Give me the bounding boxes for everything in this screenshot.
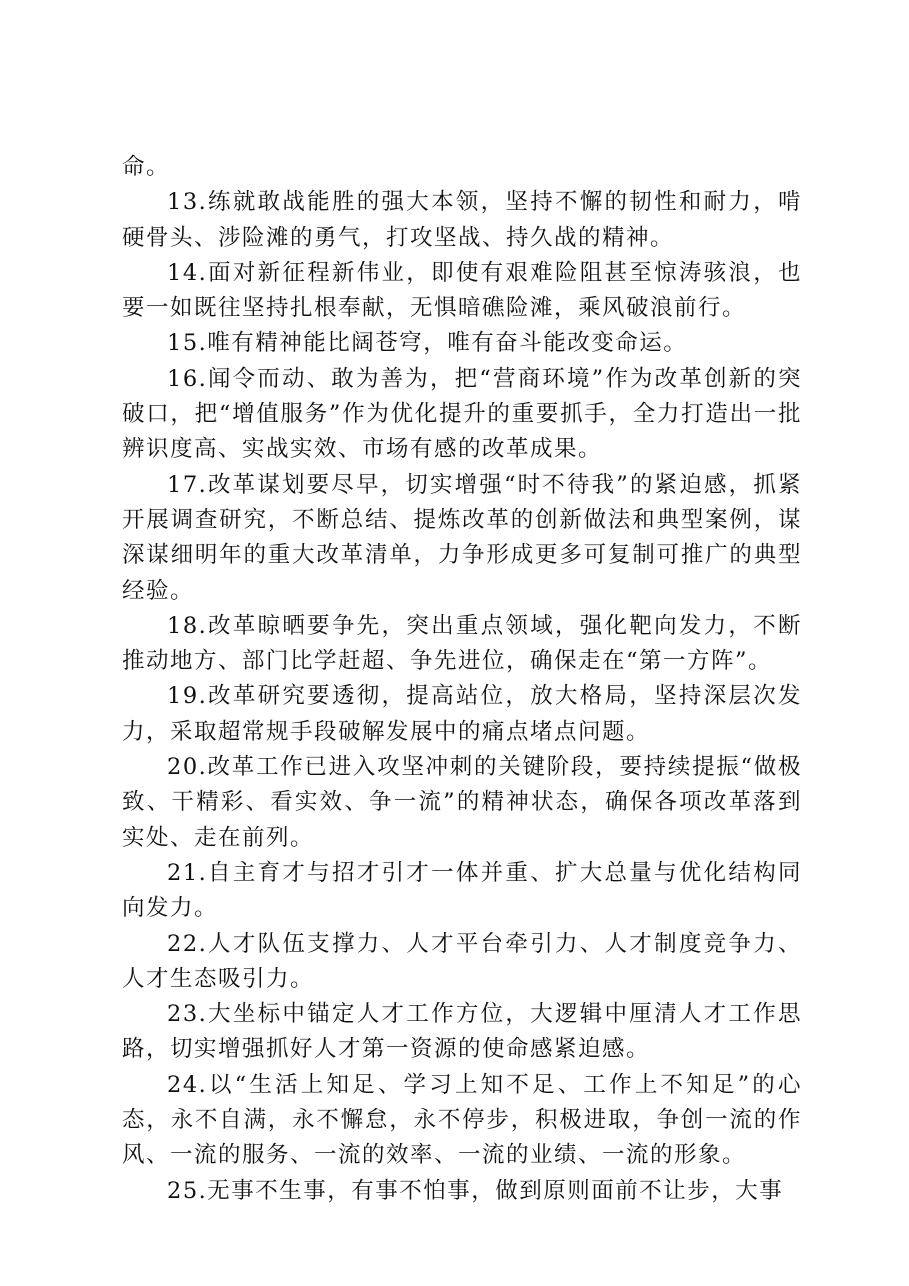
- paragraph-continuation: 命。: [122, 154, 171, 180]
- paragraph-20: 20.改革工作已进入攻坚冲刺的关键阶段，要持续提振“做极致、干精彩、看实效、争一流”的精神状态，确保各项改革落到实处、走在前列。: [122, 754, 802, 851]
- paragraph-17: 17.改革谋划要尽早，切实增强“时不待我”的紧迫感，抓紧开展调查研究，不断总结、提炼改革的创新做法和典型案例，谋深谋细明年的重大改革清单，力争形成更多可复制可推广的典型经验。: [122, 471, 802, 604]
- document-body: [122, 150, 802, 1209]
- paragraph-21: 21.自主育才与招才引才一体并重、扩大总量与优化结构同向发力。: [122, 859, 802, 922]
- paragraph-19: 19.改革研究要透彻，提高站位，放大格局，坚持深层次发力，采取超常规手段破解发展中的痛点堵点问题。: [122, 683, 802, 745]
- paragraph-18: 18.改革晾晒要争先，突出重点领域，强化靶向发力，不断推动地方、部门比学赶超、争先进位，确保走在“第一方阵”。: [122, 612, 802, 675]
- paragraph-25: 25.无事不生事，有事不怕事，做到原则面前不让步，大事: [167, 1177, 784, 1204]
- paragraph-15: 15.唯有精神能比阔苍穹，唯有奋斗能改变命运。: [167, 330, 688, 357]
- paragraph-16: 16.闻令而动、敢为善为，把“营商环境”作为改革创新的突破口，把“增值服务”作为优化提升的重要抓手，全力打造出一批辨识度高、实战实效、市场有感的改革成果。: [122, 365, 802, 463]
- paragraph-13: 13.练就敢战能胜的强大本领，坚持不懈的韧性和耐力，啃硬骨头、涉险滩的勇气，打攻坚战、持久战的精神。: [122, 189, 802, 251]
- paragraph-22: 22.人才队伍支撑力、人才平台牵引力、人才制度竞争力、人才生态吸引力。: [122, 930, 802, 992]
- paragraph-14: 14.面对新征程新伟业，即使有艰难险阻甚至惊涛骇浪，也要一如既往坚持扎根奉献，无惧暗礁险滩，乘风破浪前行。: [122, 259, 802, 322]
- paragraph-23: 23.大坐标中锚定人才工作方位，大逻辑中厘清人才工作思路，切实增强抓好人才第一资源的使命感紧迫感。: [122, 1001, 802, 1063]
- paragraph-24: 24.以“生活上知足、学习上知不足、工作上不知足”的心态，永不自满，永不懈怠，永不停步，积极进取，争创一流的作风、一流的服务、一流的效率、一流的业绩、一流的形象。: [122, 1071, 802, 1169]
